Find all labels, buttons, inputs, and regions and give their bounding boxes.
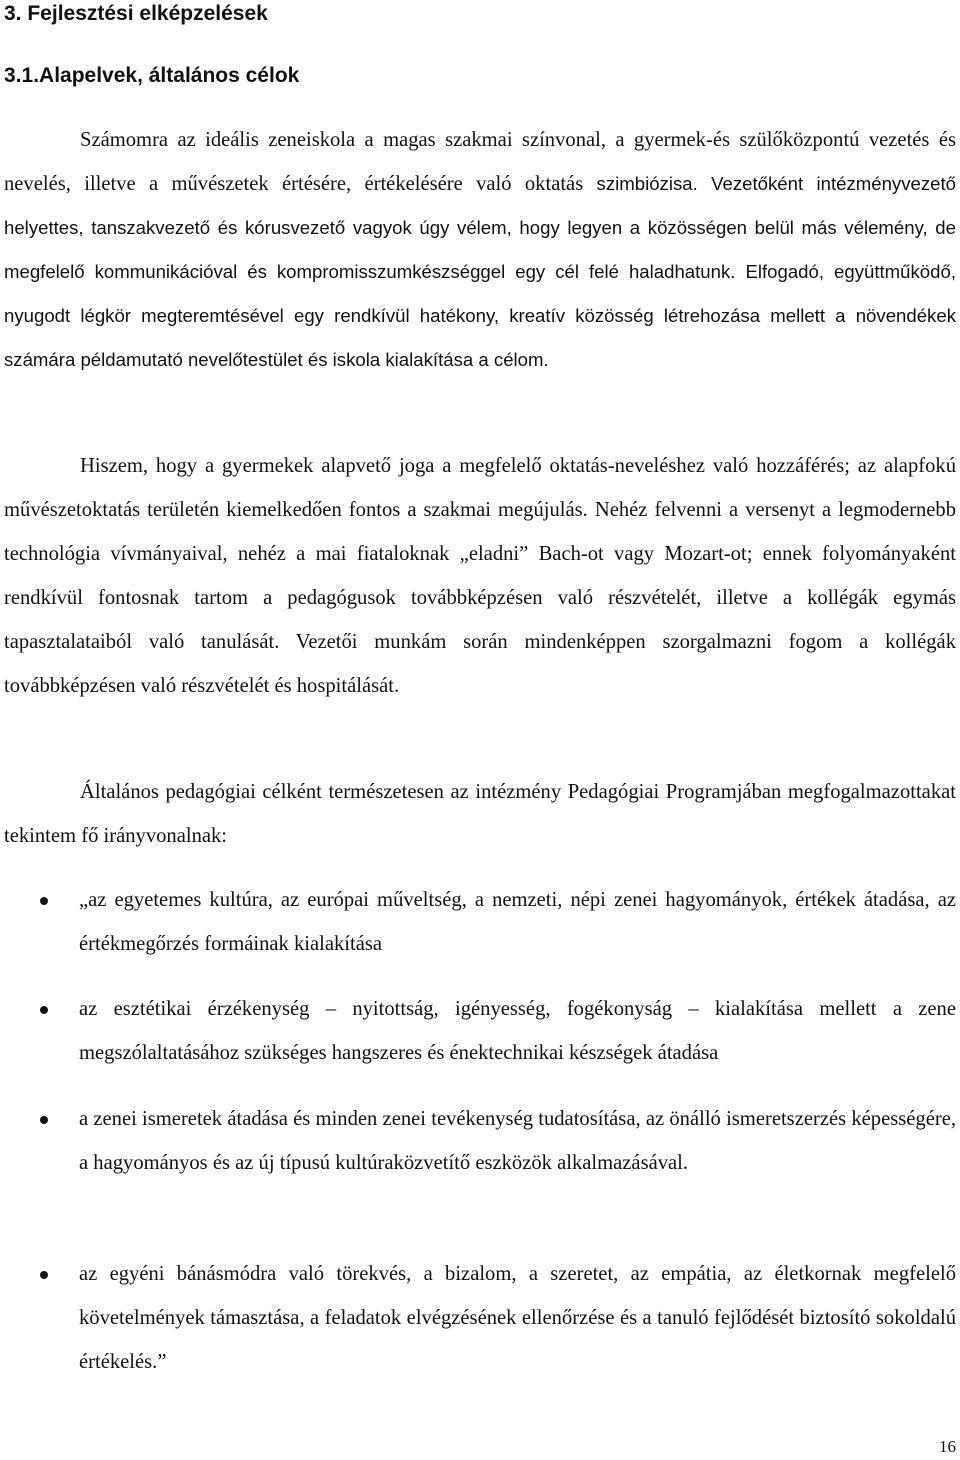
paragraph-principles-sans-text: szimbiózisa. Vezetőként intézményvezető helyettes, tanszakvezető és kórusvezető vagyok úgy vélem, hogy legyen a közösségen belül más vélemény, de megfelelő kommunikációval és kompromisszumkészséggel egy cél felé haladhatunk. Elfogadó, együttműködő, nyugodt légkör megteremtésével egy rendkívül hatékony, kreatív közösség létrehozása mellett a növendékek számára példamutató nevelőtestület és iskola kialakítása a célom. <box>4 173 956 370</box>
paragraph-general-goals-text: Általános pedagógiai célként természetesen az intézmény Pedagógiai Programjában megfogalmazottakat tekintem fő irányvonalnak: <box>4 781 956 847</box>
list-item-text: az egyéni bánásmódra való törekvés, a bizalom, a szeretet, az empátia, az életkornak megfelelő követelmények támasztása, a feladatok elvégzésének ellenőrzése és a tanuló fejlődését biztosító sokoldalú értékelés.” <box>79 1263 956 1373</box>
paragraph-principles-serif-text: Számomra az ideális zeneiskola a magas szakmai színvonal, a gyermek-és szülőközpontú vezetés és nevelés, illetve a művészetek értésére, értékelésére való oktatás <box>4 129 956 195</box>
bullet-icon <box>40 1271 48 1279</box>
bullet-icon <box>40 897 48 905</box>
bullet-icon <box>40 1116 48 1124</box>
bullet-icon <box>40 1006 48 1014</box>
page-number: 16 <box>939 1437 956 1456</box>
list-item-text: az esztétikai érzékenység – nyitottság, igényesség, fogékonyság – kialakítása mellett a zene megszólaltatásához szükséges hangszeres és énektechnikai készségek átadása <box>79 998 956 1064</box>
paragraph-principles <box>4 118 956 382</box>
chapter-heading: 3. Fejlesztési elképzelések <box>4 2 268 25</box>
paragraph-renewal-text: Hiszem, hogy a gyermekek alapvető joga a megfelelő oktatás-neveléshez való hozzáférés; az alapfokú művészetoktatás területén kiemelkedően fontos a szakmai megújulás. Nehéz felvenni a versenyt a legmodernebb technológia vívmányaival, nehéz a mai fiataloknak „eladni” Bach-ot vagy Mozart-ot; ennek folyományaként rendkívül fontosnak tartom a pedagógusok továbbképzésen való részvételét, illetve a kollégák egymás tapasztalataiból való tanulását. Vezetői munkám során mindenképpen szorgalmazni fogom a kollégák továbbképzésen való részvételét és hospitálását. <box>4 455 956 697</box>
paragraph-renewal <box>4 444 956 708</box>
list-item-text: a zenei ismeretek átadása és minden zenei tevékenység tudatosítása, az önálló ismeretszerzés képességére, a hagyományos és az új típusú kultúraközvetítő eszközök alkalmazásával. <box>79 1108 956 1174</box>
list-item-text: „az egyetemes kultúra, az európai műveltség, a nemzeti, népi zenei hagyományok, értékek átadása, az értékmegőrzés formáinak kialakítása <box>79 889 956 955</box>
section-heading: 3.1.Alapelvek, általános célok <box>4 64 300 87</box>
paragraph-general-goals <box>4 770 956 858</box>
